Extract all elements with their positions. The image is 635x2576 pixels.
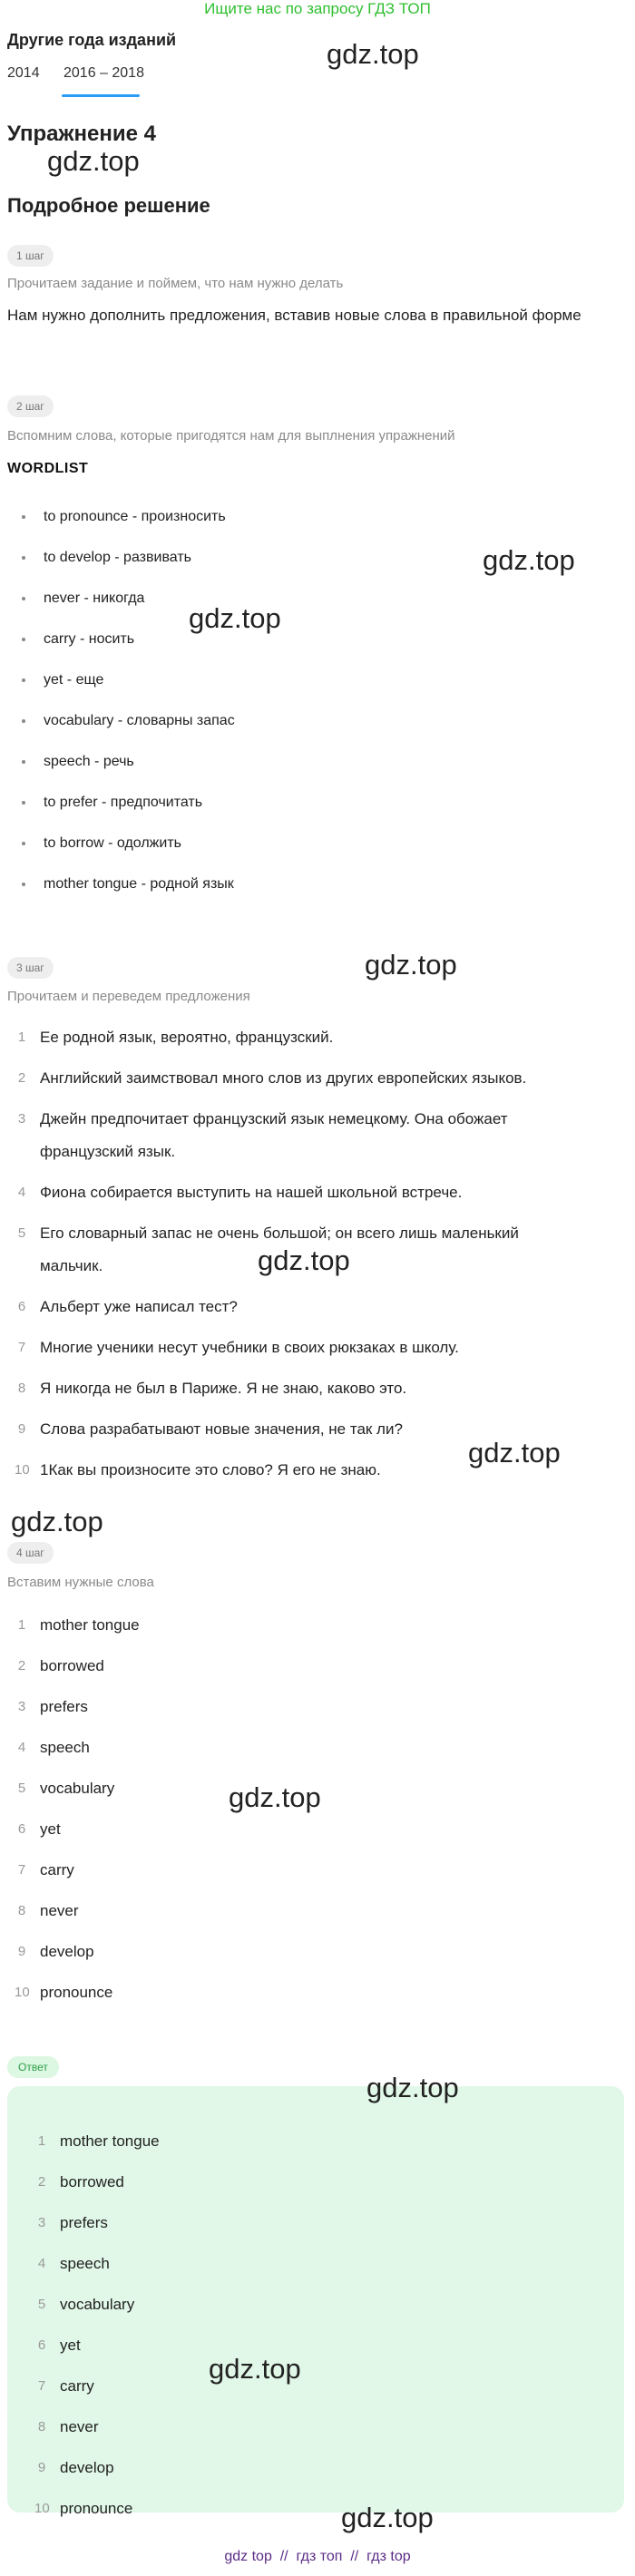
watermark: gdz.top <box>11 1506 103 1537</box>
item-number: 7 <box>17 1340 26 1355</box>
year-tab-2016-2018[interactable]: 2016 – 2018 <box>64 65 144 81</box>
word-text: mother tongue <box>40 1616 140 1634</box>
watermark: gdz.top <box>47 145 140 177</box>
wordlist-item-text: never - никогда <box>44 590 145 606</box>
watermark: gdz.top <box>366 2072 459 2103</box>
item-number: 9 <box>17 1421 26 1437</box>
answer-text: carry <box>60 2377 94 2395</box>
answer-badge: Ответ <box>7 2056 59 2078</box>
list-item <box>7 1732 140 1772</box>
exercise-title: Упражнение 4 <box>7 122 156 146</box>
footer-links <box>0 2549 635 2565</box>
bullet-icon <box>22 719 25 723</box>
word-text: vocabulary <box>40 1780 115 1797</box>
sentence-text: Я никогда не был в Париже. Я не знаю, каково это. <box>40 1380 407 1397</box>
bullet-icon <box>22 556 25 560</box>
list-item <box>27 2288 160 2329</box>
item-number: 4 <box>37 2256 46 2271</box>
item-number: 6 <box>17 1821 26 1837</box>
wordlist-item-text: vocabulary - словарны запас <box>44 713 235 728</box>
list-item <box>7 1895 140 1936</box>
item-number: 5 <box>17 1225 26 1241</box>
footer-link-gdz-top[interactable]: gdz top <box>224 2549 272 2564</box>
list-item <box>7 1813 140 1854</box>
word-text: pronounce <box>40 1984 113 2001</box>
answer-text: never <box>60 2418 99 2435</box>
bullet-icon <box>22 801 25 805</box>
item-number: 10 <box>15 1462 30 1478</box>
item-number: 5 <box>17 1781 26 1796</box>
list-item <box>27 2329 160 2370</box>
item-number: 9 <box>37 2460 46 2475</box>
step-1-text: Нам нужно дополнить предложения, вставив новые слова в правильной форме <box>7 307 581 324</box>
item-number: 3 <box>17 1699 26 1714</box>
list-item <box>7 1976 140 2017</box>
list-item <box>27 2370 160 2411</box>
item-number: 9 <box>17 1944 26 1959</box>
bullet-icon <box>22 883 25 886</box>
step-4-hint: Вставим нужные слова <box>7 1575 154 1590</box>
word-text: prefers <box>40 1698 88 1715</box>
list-item <box>18 827 235 868</box>
watermark: gdz.top <box>229 1781 321 1813</box>
footer-separator: // <box>279 2549 288 2564</box>
sentence-text: Альберт уже написал тест? <box>40 1298 238 1315</box>
answer-text: develop <box>60 2459 114 2476</box>
step-2-hint: Вспомним слова, которые пригодятся нам для выплнения упражнений <box>7 428 455 444</box>
wordlist-item-text: to pronounce - произносить <box>44 509 226 524</box>
item-number: 4 <box>17 1740 26 1755</box>
answer-text: borrowed <box>60 2173 124 2191</box>
list-item <box>7 1332 584 1364</box>
item-number: 7 <box>17 1862 26 1878</box>
footer-separator: // <box>350 2549 359 2564</box>
bullet-icon <box>22 678 25 682</box>
watermark: gdz.top <box>365 949 457 981</box>
answer-text: pronounce <box>60 2500 133 2517</box>
list-item <box>18 501 235 542</box>
list-item <box>7 1609 140 1650</box>
item-number: 4 <box>17 1185 26 1200</box>
year-tab-2014[interactable]: 2014 <box>7 65 40 81</box>
sentence-text: Многие ученики несут учебники в своих рюкзаках в школу. <box>40 1339 459 1356</box>
sentence-text: 1Как вы произносите это слово? Я его не знаю. <box>40 1461 381 1478</box>
answer-text: vocabulary <box>60 2296 135 2313</box>
list-item <box>7 1021 584 1054</box>
item-number: 3 <box>17 1111 26 1127</box>
answer-text: speech <box>60 2255 110 2272</box>
answer-text: yet <box>60 2337 81 2354</box>
list-item <box>27 2493 160 2533</box>
watermark: gdz.top <box>327 38 419 70</box>
list-item <box>18 746 235 786</box>
list-item <box>27 2411 160 2452</box>
list-item <box>18 868 235 909</box>
answer-text: mother tongue <box>60 2132 160 2150</box>
wordlist-item-text: to develop - развивать <box>44 550 191 565</box>
list-item <box>7 1372 584 1405</box>
list-item <box>7 1176 584 1209</box>
watermark: gdz.top <box>258 1244 350 1276</box>
list-item <box>7 1936 140 1976</box>
bullet-icon <box>22 515 25 519</box>
sentence-text: Слова разрабатывают новые значения, не так ли? <box>40 1420 403 1438</box>
word-text: borrowed <box>40 1657 104 1674</box>
list-item <box>27 2166 160 2207</box>
wordlist-item-text: carry - носить <box>44 631 135 647</box>
word-text: carry <box>40 1861 74 1878</box>
word-text: never <box>40 1902 79 1919</box>
step-3-hint: Прочитаем и переведем предложения <box>7 989 250 1004</box>
item-number: 8 <box>37 2419 46 2435</box>
wordlist <box>18 501 235 909</box>
list-item <box>18 542 235 582</box>
footer-link-gdz-top-cyrillic[interactable]: гдз топ <box>296 2549 343 2564</box>
list-item <box>27 2452 160 2493</box>
bullet-icon <box>22 597 25 600</box>
item-number: 2 <box>17 1070 26 1086</box>
step-4-badge: 4 шаг <box>7 1542 54 1564</box>
sentence-text: Его словарный запас не очень большой; он всего лишь маленький мальчик. <box>40 1225 519 1274</box>
list-item <box>7 1772 140 1813</box>
item-number: 5 <box>37 2297 46 2312</box>
step-3-badge: 3 шаг <box>7 957 54 979</box>
answer-text: prefers <box>60 2214 108 2231</box>
list-item <box>27 2207 160 2248</box>
wordlist-item-text: mother tongue - родной язык <box>44 876 234 892</box>
list-item <box>18 786 235 827</box>
solution-title: Подробное решение <box>7 194 210 217</box>
step-2-badge: 2 шаг <box>7 395 54 417</box>
wordlist-title: WORDLIST <box>7 461 89 476</box>
item-number: 1 <box>37 2133 46 2149</box>
item-number: 10 <box>15 1985 30 2000</box>
list-item <box>27 2125 160 2166</box>
wordlist-item-text: to borrow - одолжить <box>44 835 181 851</box>
list-item <box>7 1854 140 1895</box>
bullet-icon <box>22 842 25 845</box>
item-number: 1 <box>17 1029 26 1045</box>
item-number: 6 <box>17 1299 26 1314</box>
inserted-words-list <box>7 1609 140 2017</box>
item-number: 10 <box>34 2501 50 2516</box>
footer-link-gdz-top-mixed[interactable]: гдз top <box>366 2549 411 2564</box>
list-item <box>7 1691 140 1732</box>
sentence-text: Ее родной язык, вероятно, французский. <box>40 1029 334 1046</box>
item-number: 8 <box>17 1903 26 1918</box>
list-item <box>18 705 235 746</box>
sentence-text: Английский заимствовал много слов из других европейских языков. <box>40 1069 527 1087</box>
watermark: gdz.top <box>341 2502 434 2533</box>
item-number: 2 <box>17 1658 26 1673</box>
word-text: yet <box>40 1820 61 1838</box>
wordlist-item-text: to prefer - предпочитать <box>44 795 203 810</box>
item-number: 6 <box>37 2337 46 2353</box>
list-item <box>7 1103 584 1168</box>
item-number: 7 <box>37 2378 46 2394</box>
word-text: develop <box>40 1943 94 1960</box>
step-1-hint: Прочитаем задание и поймем, что нам нужно делать <box>7 276 344 291</box>
active-tab-indicator <box>62 94 140 97</box>
watermark: gdz.top <box>189 602 281 634</box>
bullet-icon <box>22 638 25 641</box>
item-number: 2 <box>37 2174 46 2190</box>
item-number: 8 <box>17 1381 26 1396</box>
list-item <box>27 2248 160 2288</box>
word-text: speech <box>40 1739 90 1756</box>
watermark: gdz.top <box>483 544 575 576</box>
list-item <box>18 664 235 705</box>
list-item <box>7 1062 584 1095</box>
step-1-badge: 1 шаг <box>7 245 54 267</box>
sentence-text: Фиона собирается выступить на нашей школьной встрече. <box>40 1184 463 1201</box>
list-item <box>7 1291 584 1323</box>
wordlist-item-text: yet - еще <box>44 672 104 688</box>
watermark: gdz.top <box>209 2353 301 2385</box>
bullet-icon <box>22 760 25 764</box>
search-promo-banner: Ищите нас по запросу ГДЗ ТОП <box>204 0 431 17</box>
item-number: 1 <box>17 1617 26 1633</box>
answer-list <box>27 2125 160 2533</box>
item-number: 3 <box>37 2215 46 2230</box>
list-item <box>7 1650 140 1691</box>
wordlist-item-text: speech - речь <box>44 754 134 769</box>
other-years-heading: Другие года изданий <box>7 31 177 49</box>
sentence-text: Джейн предпочитает французский язык немецкому. Она обожает французский язык. <box>40 1110 508 1160</box>
watermark: gdz.top <box>468 1437 561 1469</box>
